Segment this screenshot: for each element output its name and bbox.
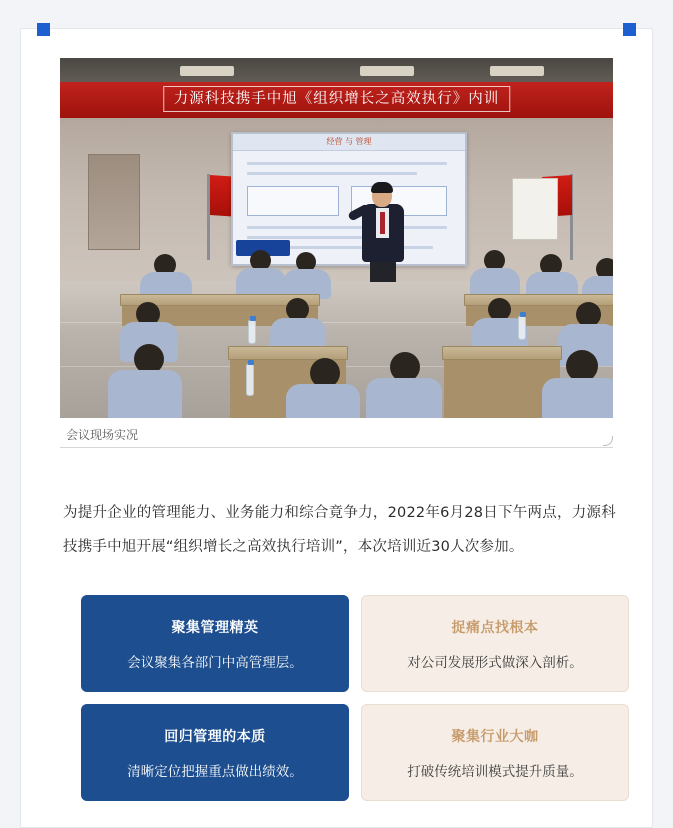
attendee — [542, 378, 613, 418]
photo-door — [88, 154, 140, 250]
presenter-hair — [371, 182, 393, 193]
caption-corner-decoration — [603, 436, 613, 446]
photo-banner-text: 力源科技携手中旭《组织增长之高效执行》内训 — [163, 86, 511, 112]
photo-whiteboard — [512, 178, 558, 240]
attendee — [108, 370, 182, 418]
attendee — [286, 384, 360, 418]
highlight-card-3 — [81, 704, 349, 801]
card-title: 聚集管理精英 — [171, 619, 259, 636]
figure-caption-row — [60, 418, 613, 448]
attendee — [366, 378, 442, 418]
card-description: 会议聚集各部门中高管理层。 — [127, 654, 303, 671]
card-description: 清晰定位把握重点做出绩效。 — [127, 763, 303, 780]
corner-accent-top-left — [37, 23, 50, 36]
slide-title-text: 经营 与 管理 — [326, 137, 372, 146]
slide-line — [247, 162, 447, 165]
ceiling-light — [180, 66, 234, 76]
card-title: 捉痛点找根本 — [451, 619, 539, 636]
corner-accent-top-right — [623, 23, 636, 36]
card-description: 对公司发展形式做深入剖析。 — [407, 654, 583, 671]
presenter-tie — [380, 212, 385, 234]
ceiling-light — [360, 66, 414, 76]
highlight-card-grid — [81, 595, 629, 801]
card-description: 打破传统培训模式提升质量。 — [407, 763, 583, 780]
water-bottle — [246, 364, 254, 396]
card-title: 聚集行业大咖 — [451, 728, 539, 745]
slide-box — [247, 186, 339, 216]
slide-line — [247, 172, 417, 175]
highlight-card-4 — [361, 704, 629, 801]
training-session-photo — [60, 58, 613, 418]
ceiling-light — [490, 66, 544, 76]
slide-line — [247, 226, 447, 229]
figure-caption: 会议现场实况 — [66, 428, 139, 442]
article-figure — [60, 58, 613, 448]
water-bottle — [248, 320, 256, 344]
article-body-paragraph: 为提升企业的管理能力、业务能力和综合竟争力，2022年6月28日下午两点，力源科技携手中旭开展“组织增长之高效执行培训”，本次培训近30人次参加。 — [63, 504, 616, 555]
water-bottle — [518, 316, 526, 340]
desk — [442, 346, 562, 360]
card-title: 回归管理的本质 — [164, 728, 266, 745]
article-card — [20, 28, 653, 828]
highlight-card-2 — [361, 595, 629, 692]
highlight-card-1 — [81, 595, 349, 692]
